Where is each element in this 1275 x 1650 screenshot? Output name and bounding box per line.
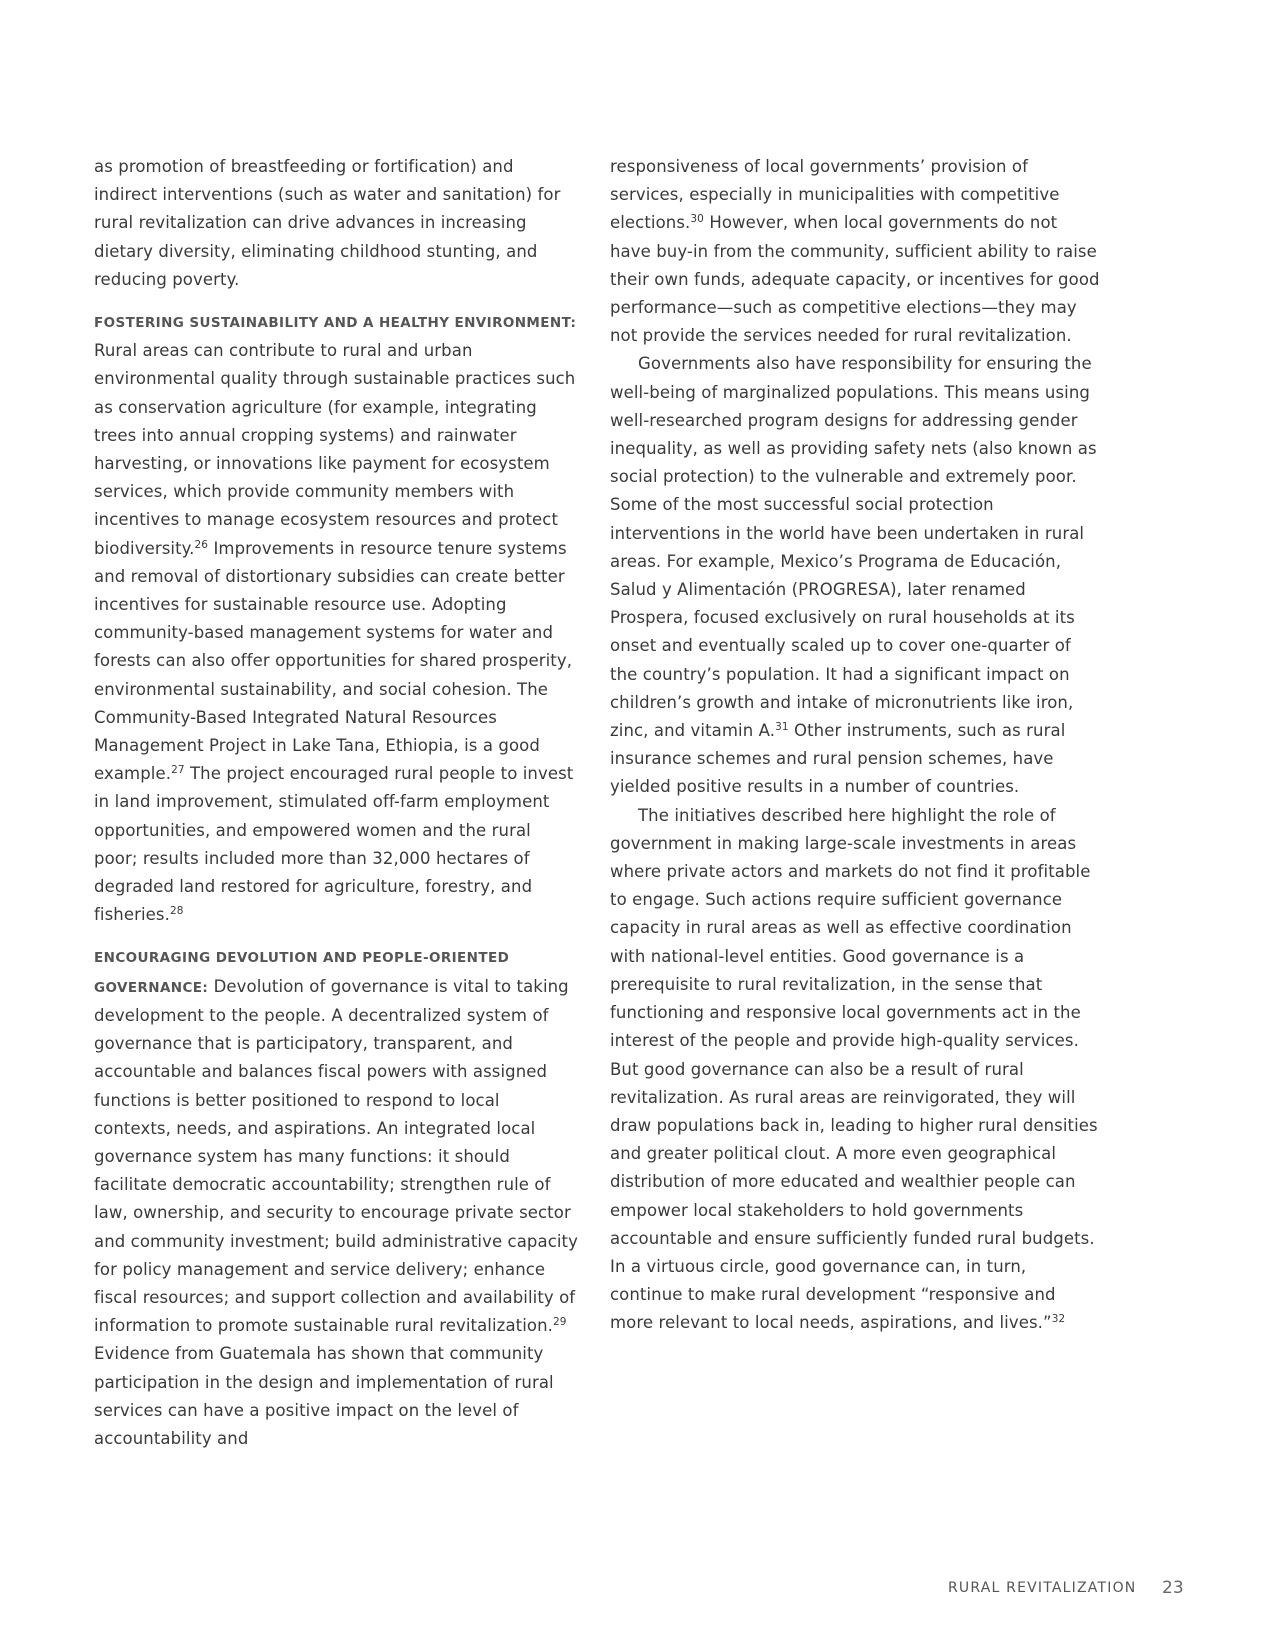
running-footer: RURAL REVITALIZATION	[948, 1580, 1137, 1596]
paragraph: responsiveness of local governments’ provision of services, especially in municipalities with competitive elections.$^{30}$ However, when local governments do not have buy-in from the community, sufficient ability to raise their own funds, adequate capacity, or incentives for good performance—such as competitive elections—they may not provide the services needed for rural revitalization.	[610, 157, 1100, 346]
page-number: 23	[1162, 1578, 1184, 1598]
paragraph: The initiatives described here highlight the role of government in making large-scale investments in areas where private actors and markets do not find it profitable to engage. Such actions require sufficient governance capacity in rural areas as well as effective coordination with national-level entities. Good governance is a prerequisite to rural revitalization, in the sense that functioning and responsive local governments act in the interest of the people and provide high-quality services. But good governance can also be a result of rural revitalization. As rural areas are reinvigorated, they will draw populations back in, leading to higher rural densities and greater political clout. A more even geographical distribution of more educated and wealthier people can empower local stakeholders to hold governments accountable and ensure sufficiently funded rural budgets. In a virtuous circle, good governance can, in turn, continue to make rural development “responsive and more relevant to local needs, aspirations, and lives.”$^{32}$	[610, 805, 1098, 1333]
section-heading: FOSTERING SUSTAINABILITY AND A HEALTHY ENVIRONMENT:	[94, 315, 577, 332]
footnote-ref: 27	[171, 764, 185, 777]
footnote-ref: 30	[690, 213, 704, 226]
paragraph: Governments also have responsibility for ensuring the well-being of marginalized populations. This means using well-researched program designs for addressing gender inequality, as well as providing safety nets (also known as social protection) to the vulnerable and extremely poor. Some of the most successful social protection interventions in the world have been undertaken in rural areas. For example, Mexico’s Programa de Educación, Salud y Alimentación (PROGRESA), later renamed Prospera, focused exclusively on rural households at its onset and eventually scaled up to cover one-quarter of the country’s population. It had a significant impact on children’s growth and intake of micronutrients like iron, zinc, and vitamin A.$^{31}$ Other instruments, such as rural insurance schemes and rural pension schemes, have yielded positive results in a number of countries.	[610, 354, 1097, 797]
footnote-ref: 28	[169, 905, 184, 918]
footnote-ref: 31	[775, 721, 789, 734]
section-heading: ENCOURAGING DEVOLUTION AND PEOPLE-ORIENTED GOVERNANCE:	[94, 950, 510, 996]
left-column	[94, 153, 579, 1453]
footnote-ref: 26	[194, 538, 209, 551]
footnote-ref: 32	[1051, 1313, 1066, 1326]
paragraph: as promotion of breastfeeding or fortification) and indirect interventions (such as water and sanitation) for rural revitalization can drive advances in increasing dietary diversity, eliminating childhood stunting, and reducing poverty.	[94, 157, 561, 289]
paragraph-governance: ENCOURAGING DEVOLUTION AND PEOPLE-ORIENTED GOVERNANCE: Devolution of governance is vital to taking development to the people. A decentralized system of governance that is participatory, transparent, and accountable and balances fiscal powers with assigned functions is better positioned to respond to local contexts, needs, and aspirations. An integrated local governance system has many functions: it should facilitate democratic accountability; strengthen rule of law, ownership, and security to encourage private sector and community investment; build administrative capacity for policy management and service delivery; enhance fiscal resources; and support collection and availability of information to promote sustainable rural revitalization.$^{29}$ Evidence from Guatemala has shown that community participation in the design and implementation of rural services can have a positive impact on the level of accountability and	[94, 950, 578, 1448]
right-column	[610, 153, 1100, 1338]
footnote-ref: 29	[553, 1316, 567, 1329]
paragraph-sustainability: FOSTERING SUSTAINABILITY AND A HEALTHY ENVIRONMENT: Rural areas can contribute to rural and urban environmental quality through sustainable practices such as conservation agriculture (for example, integrating trees into annual cropping systems) and rainwater harvesting, or innovations like payment for ecosystem services, which provide community members with incentives to manage ecosystem resources and protect biodiversity.$^{26}$ Improvements in resource tenure systems and removal of distortionary subsidies can create better incentives for sustainable resource use. Adopting community-based management systems for water and forests can also offer opportunities for shared prosperity, environmental sustainability, and social cohesion. The Community-Based Integrated Natural Resources Management Project in Lake Tana, Ethiopia, is a good example.$^{27}$ The project encouraged rural people to invest in land improvement, stimulated off-farm employment opportunities, and empowered women and the rural poor; results included more than 32,000 hectares of degraded land restored for agriculture, forestry, and fisheries.$^{28}$	[94, 315, 577, 925]
